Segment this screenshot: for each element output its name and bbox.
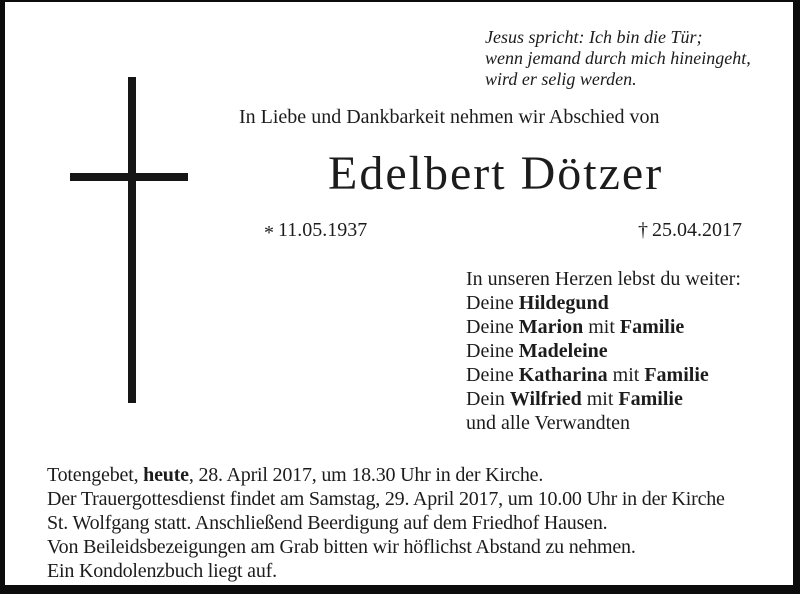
announcement-totengebet — [47, 463, 725, 487]
cross-vertical-bar — [128, 77, 136, 403]
mourner-prefix: Deine — [466, 364, 519, 386]
mourner-line — [466, 411, 741, 435]
death-date-value: 25.04.2017 — [652, 219, 742, 241]
deceased-name: Edelbert Dötzer — [328, 147, 664, 200]
announcement-heute: heute — [143, 464, 189, 486]
announcement-pre: Totengebet, — [47, 464, 144, 486]
mourner-line — [466, 315, 741, 339]
quote-line-2: wenn jemand durch mich hineingeht, — [485, 48, 751, 68]
death-date — [638, 218, 742, 242]
mourner-line — [466, 291, 741, 315]
mourner-family-word: Familie — [618, 388, 683, 410]
mourner-line — [466, 339, 741, 363]
birth-star-symbol: * — [264, 222, 274, 244]
birth-date — [264, 218, 367, 242]
mourner-prefix: Deine — [466, 340, 519, 362]
mourner-name: Madeleine — [518, 340, 608, 362]
mourner-name: Hildegund — [518, 292, 609, 314]
birth-date-value: 11.05.1937 — [278, 219, 368, 241]
death-dagger-symbol: † — [638, 219, 648, 241]
announcement-condolence-book: Ein Kondolenzbuch liegt auf. — [47, 560, 277, 582]
quote-line-1: Jesus spricht: Ich bin die Tür; — [485, 27, 703, 47]
mourner-prefix: Deine — [466, 316, 519, 338]
cross-horizontal-bar — [70, 173, 188, 181]
quote-line-3: wird er selig werden. — [485, 69, 637, 89]
mourners-heading: In unseren Herzen lebst du weiter: — [466, 268, 741, 290]
farewell-intro: In Liebe und Dankbarkeit nehmen wir Abschied von — [239, 106, 660, 128]
mourner-middle: mit — [583, 316, 620, 338]
mourner-family-word: Familie — [644, 364, 709, 386]
mourner-family-word: Familie — [619, 316, 685, 338]
announcement-service-line-1: Der Trauergottesdienst findet am Samstag, 29. April 2017, um 10.00 Uhr in der Kirche — [47, 488, 725, 510]
mourner-line — [466, 363, 741, 387]
mourner-prefix: und alle Verwandten — [466, 412, 631, 434]
announcement-condolence-distance: Von Beileidsbezeigungen am Grab bitten wir höflichst Abstand zu nehmen. — [47, 536, 636, 558]
mourner-middle: mit — [607, 364, 645, 386]
mourners-list — [466, 267, 741, 435]
mourner-name: Wilfried — [509, 388, 582, 410]
mourner-middle: mit — [581, 388, 619, 410]
announcement-service-line-2: St. Wolfgang statt. Anschließend Beerdigung auf dem Friedhof Hausen. — [47, 512, 608, 534]
mourner-prefix: Dein — [466, 388, 510, 410]
mourner-name: Katharina — [518, 364, 608, 386]
scripture-quote — [485, 27, 751, 90]
mourner-line — [466, 387, 741, 411]
mourner-prefix: Deine — [466, 292, 519, 314]
announcement-post: , 28. April 2017, um 18.30 Uhr in der Kirche. — [188, 464, 544, 486]
funeral-announcements — [47, 463, 725, 583]
mourner-name: Marion — [518, 316, 584, 338]
